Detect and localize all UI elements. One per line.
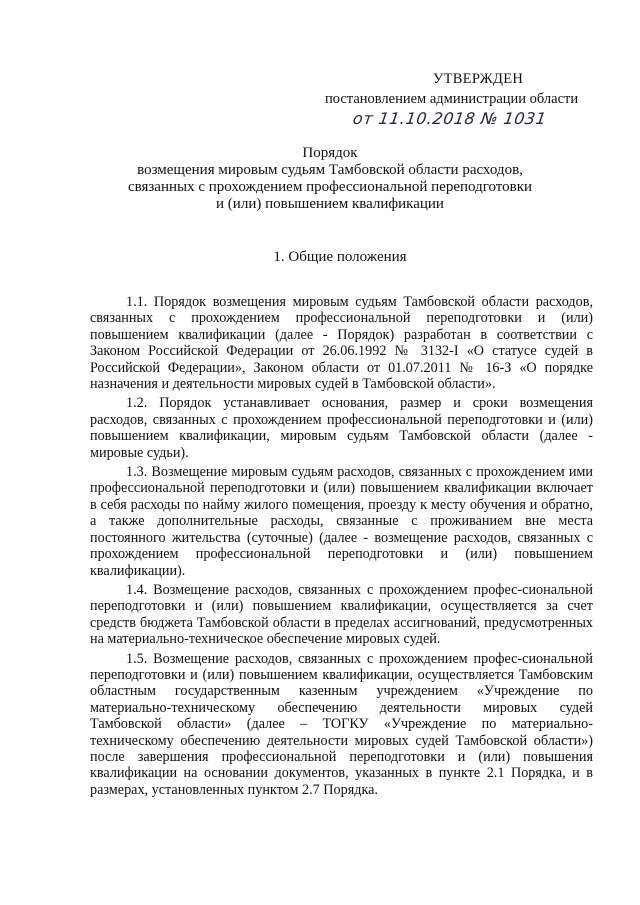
paragraph-1-2: 1.2. Порядок устанавливает основания, размер и сроки возмещения расходов, связанных с прохождением профессиональной переподготовки и (или) повышением квалификации, мировым судьям Тамбовской области (далее - мировые судьи). xyxy=(90,395,593,461)
document-title xyxy=(100,145,560,213)
paragraph-1-3: 1.3. Возмещение мировым судьям расходов, связанных с прохождением ими профессиональной переподготовки и (или) повышением квалификации включает в себя расходы по найму жилого помещения, проезду к месту обучения и обратно, а также дополнительные расходы, связанные с проживанием вне места постоянного жительства (суточные) (далее - возмещение расходов, связанных с прохождением профессиональной переподготовки и (или) повышением квалификации). xyxy=(90,464,593,579)
section-heading: 1. Общие положения xyxy=(273,249,407,265)
paragraph-1-4: 1.4. Возмещение расходов, связанных с прохождением профес-сиональной переподготовки и (или) повышением квалификации, осуществляется за счет средств бюджета Тамбовской области в пределах ассигнований, предусмотренных на материально-техническое обеспечение мировых судей. xyxy=(90,581,593,648)
approval-title: УТВЕРЖДЕН xyxy=(433,71,524,87)
handwritten-date-number: от 11.10.2018 № 1031 xyxy=(351,109,548,128)
document-title-line: и (или) повышением квалификации xyxy=(216,196,444,212)
document-title-line: Порядок xyxy=(302,145,358,161)
paragraph-1-1: 1.1. Порядок возмещения мировым судьям Тамбовской области расходов, связанных с прохождением профессиональной переподготовки и (или) повышением квалификации (далее - Порядок) разработан в соответствии с Законом Российской Федерации от 26.06.1992 № 3132-I «О статусе судей в Российской Федерации», Законом области от 01.07.2011 № 16-З «О порядке назначения и деятельности мировых судей в Тамбовской области». xyxy=(90,294,593,393)
document-title-line: возмещения мировым судьям Тамбовской области расходов, xyxy=(137,162,523,178)
paragraph-1-5: 1.5. Возмещение расходов, связанных с прохождением профес-сиональной переподготовки и (или) повышением квалификации, осуществляется Тамбовским областным государственным казенным учреждением «Учреждение по материально-техническому обеспечению деятельности мировых судей Тамбовской области» (далее – ТОГКУ «Учреждение по материально-техническому обеспечению деятельности мировых судей Тамбовской области») после завершения профессиональной переподготовки и (или) повышения квалификации на основании документов, указанных в пункте 2.1 Порядка, и в размерах, установленных пунктом 2.7 Порядка. xyxy=(90,650,593,798)
approval-block xyxy=(325,70,600,128)
document-body xyxy=(90,294,593,801)
approval-by: постановлением администрации области xyxy=(325,91,579,107)
document-title-line: связанных с прохождением профессиональной переподготовки xyxy=(127,179,533,195)
